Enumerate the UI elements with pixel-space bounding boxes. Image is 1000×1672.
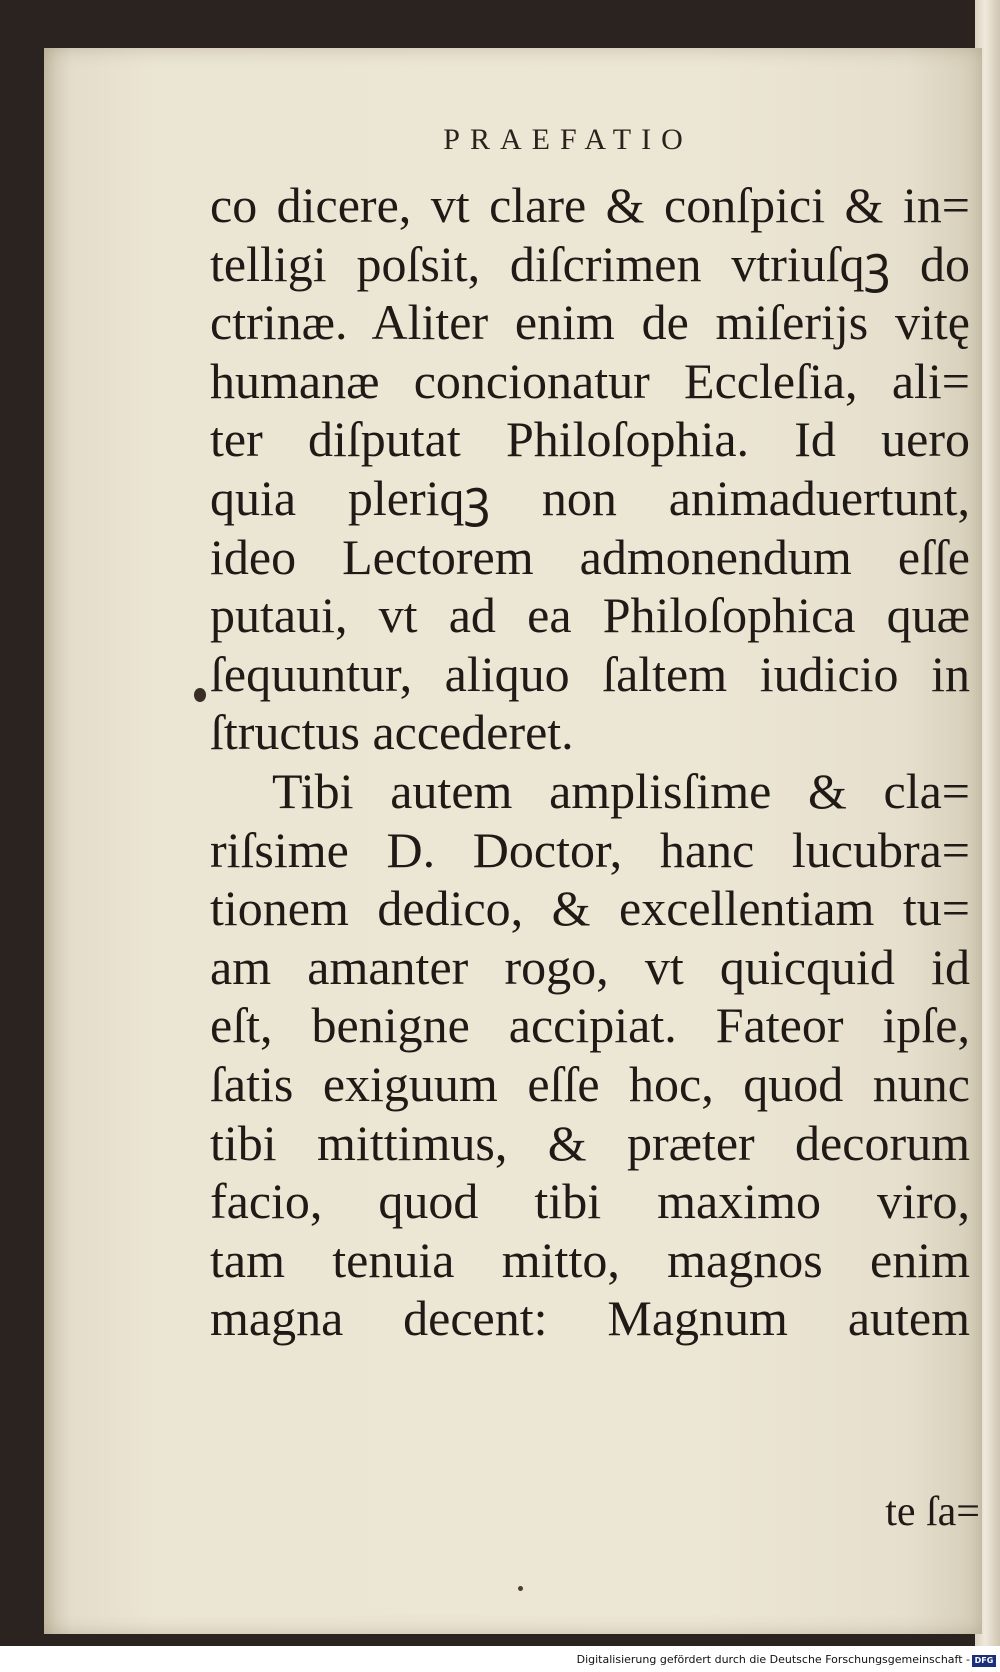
text-line: tibi mittimus, & præter decorum bbox=[210, 1114, 970, 1171]
text-line: humanæ concionatur Eccleſia, ali= bbox=[210, 352, 970, 409]
funding-credit: Digitalisierung gefördert durch die Deutsche Forschungsgemeinschaft - bbox=[576, 1653, 970, 1666]
catchword: te ſa= bbox=[885, 1489, 980, 1535]
ink-spot bbox=[194, 688, 206, 702]
text-line: riſsime D. Doctor, hanc lucubra= bbox=[210, 821, 970, 878]
dfg-logo: DFG bbox=[972, 1655, 996, 1667]
text-line: Tibi autem amplisſime & cla= bbox=[272, 762, 970, 819]
text-line: ſtructus accederet. bbox=[210, 704, 574, 761]
text-line: telligi poſsit, diſcrimen vtriuſqꝫ do bbox=[210, 235, 970, 292]
ink-spot bbox=[518, 1586, 523, 1591]
text-line: tionem dedico, & excellentiam tu= bbox=[210, 880, 970, 937]
text-line: ſequuntur, aliquo ſaltem iudicio in bbox=[210, 645, 970, 702]
body-text bbox=[210, 176, 970, 1348]
text-line: ſatis exiguum eſſe hoc, quod nunc bbox=[210, 1055, 970, 1112]
text-line: eſt, benigne accipiat. Fateor ipſe, bbox=[210, 997, 970, 1054]
text-line: tam tenuia mitto, magnos enim bbox=[210, 1231, 970, 1288]
text-line: ter diſputat Philoſophia. Id uero bbox=[210, 411, 970, 468]
text-line: magna decent: Magnum autem bbox=[210, 1290, 970, 1347]
text-line: putaui, vt ad ea Philoſophica quæ bbox=[210, 587, 970, 644]
text-line: co dicere, vt clare & conſpici & in= bbox=[210, 177, 970, 233]
book-page bbox=[44, 48, 982, 1634]
text-line: ctrinæ. Aliter enim de miſerijs vitę bbox=[210, 294, 970, 351]
text-line: facio, quod tibi maximo viro, bbox=[210, 1173, 970, 1230]
footer-bar bbox=[0, 1646, 1000, 1672]
text-line: ideo Lectorem admonendum eſſe bbox=[210, 528, 970, 585]
text-line: am amanter rogo, vt quicquid id bbox=[210, 938, 970, 995]
running-head: PRAEFATIO bbox=[443, 123, 693, 156]
text-line: quia pleriqꝫ non animaduertunt, bbox=[210, 469, 970, 526]
